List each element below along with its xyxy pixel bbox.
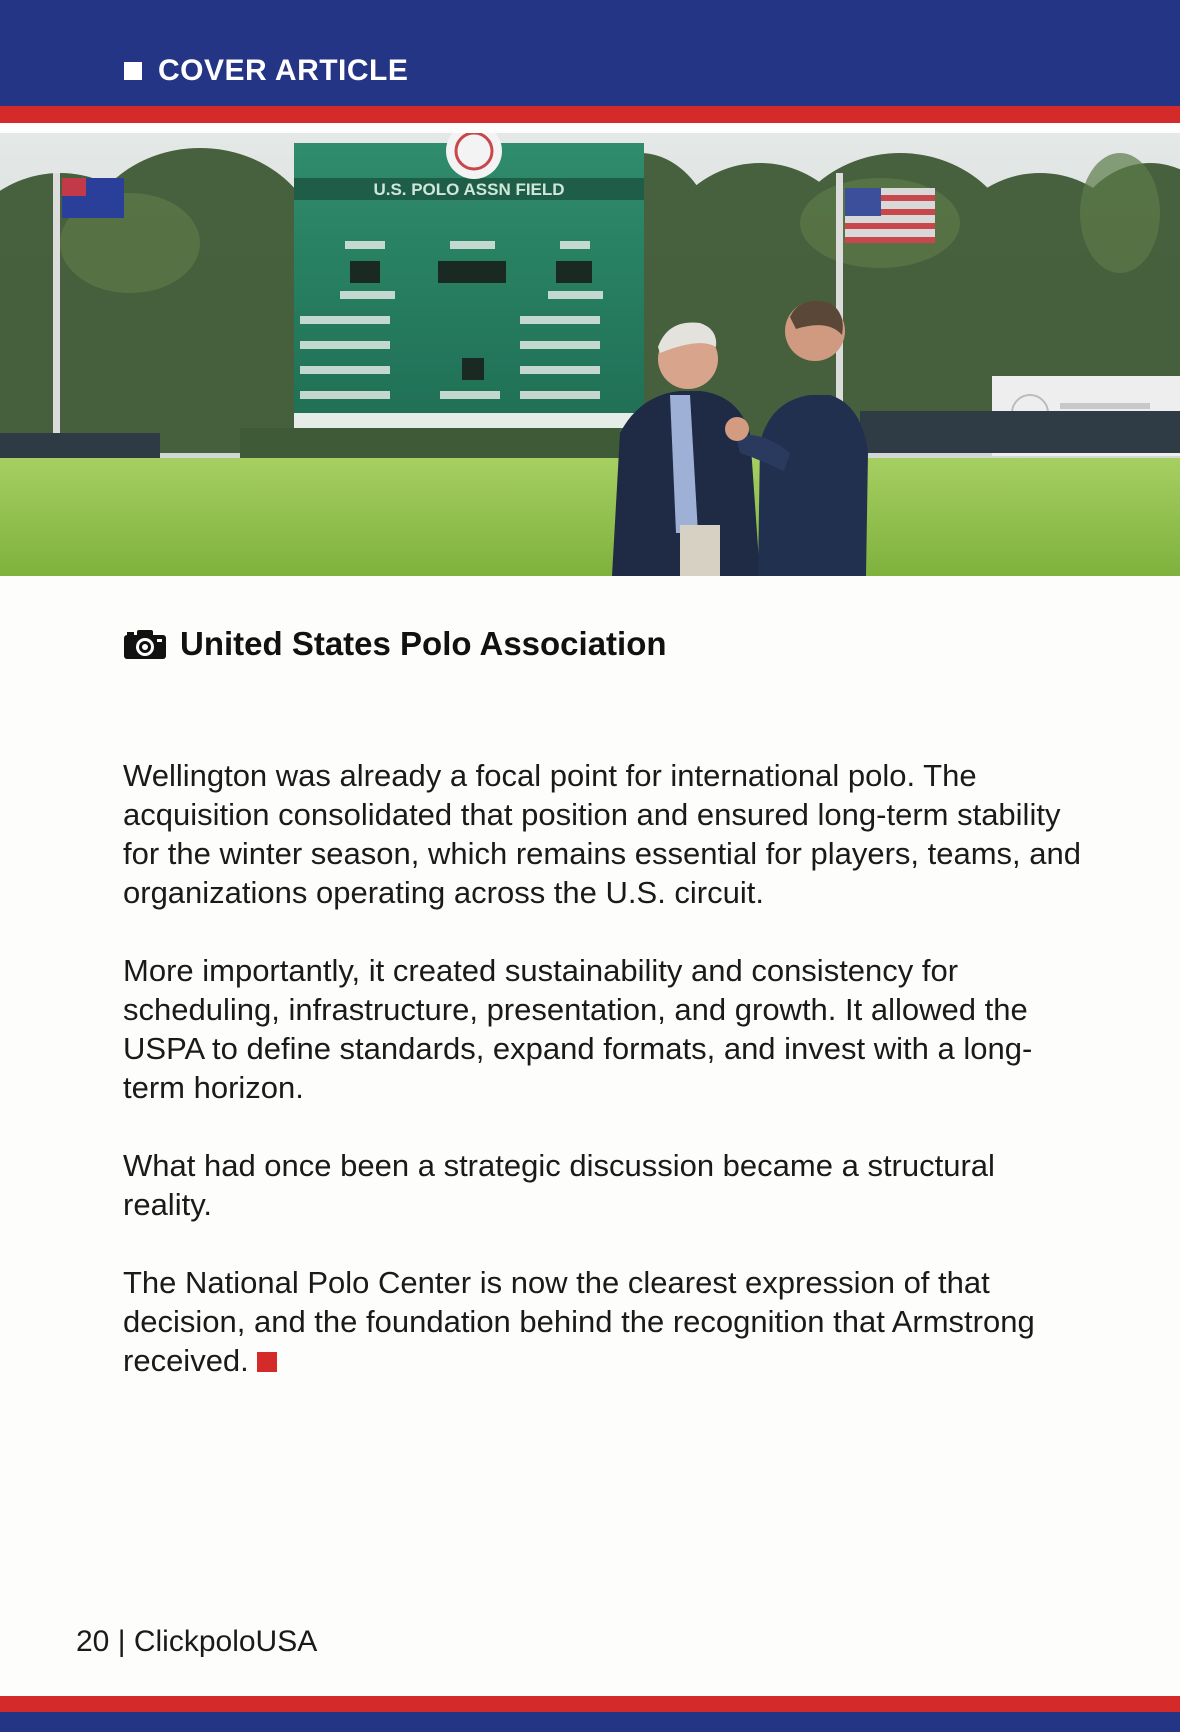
- section-label: [124, 50, 408, 92]
- photo-credit: [124, 622, 667, 666]
- cover-photo: [0, 133, 1180, 576]
- section-label-text: COVER ARTICLE: [158, 54, 409, 87]
- article-paragraph-text: The National Polo Center is now the clearest expression of that decision, and the foundation behind the recognition that Armstrong received.: [123, 1265, 1035, 1378]
- footer-band: [0, 1712, 1180, 1732]
- footer-accent-stripe: [0, 1696, 1180, 1712]
- article-paragraph: Wellington was already a focal point for international polo. The acquisition consolidated that position and ensured long-term stability for the winter season, which remains essential for players, teams, and organizations operating across the U.S. circuit.: [123, 758, 1082, 910]
- end-of-article-mark: [257, 1352, 277, 1372]
- article-paragraph: More importantly, it created sustainability and consistency for scheduling, infrastructure, presentation, and growth. It allowed the USPA to define standards, expand formats, and invest with a long-term horizon.: [123, 953, 1033, 1105]
- square-bullet-icon: [124, 62, 142, 80]
- scoreboard-title: U.S. POLO ASSN FIELD: [373, 180, 565, 199]
- page-folio: 20 | ClickpoloUSA: [76, 1625, 318, 1658]
- photo-credit-text: United States Polo Association: [180, 625, 667, 662]
- article-paragraph: What had once been a strategic discussion became a structural reality.: [123, 1148, 995, 1222]
- camera-icon: [124, 629, 166, 659]
- header-accent-stripe: [0, 106, 1180, 123]
- article-body: [123, 756, 1083, 1419]
- article-paragraph-last: [123, 1263, 1083, 1380]
